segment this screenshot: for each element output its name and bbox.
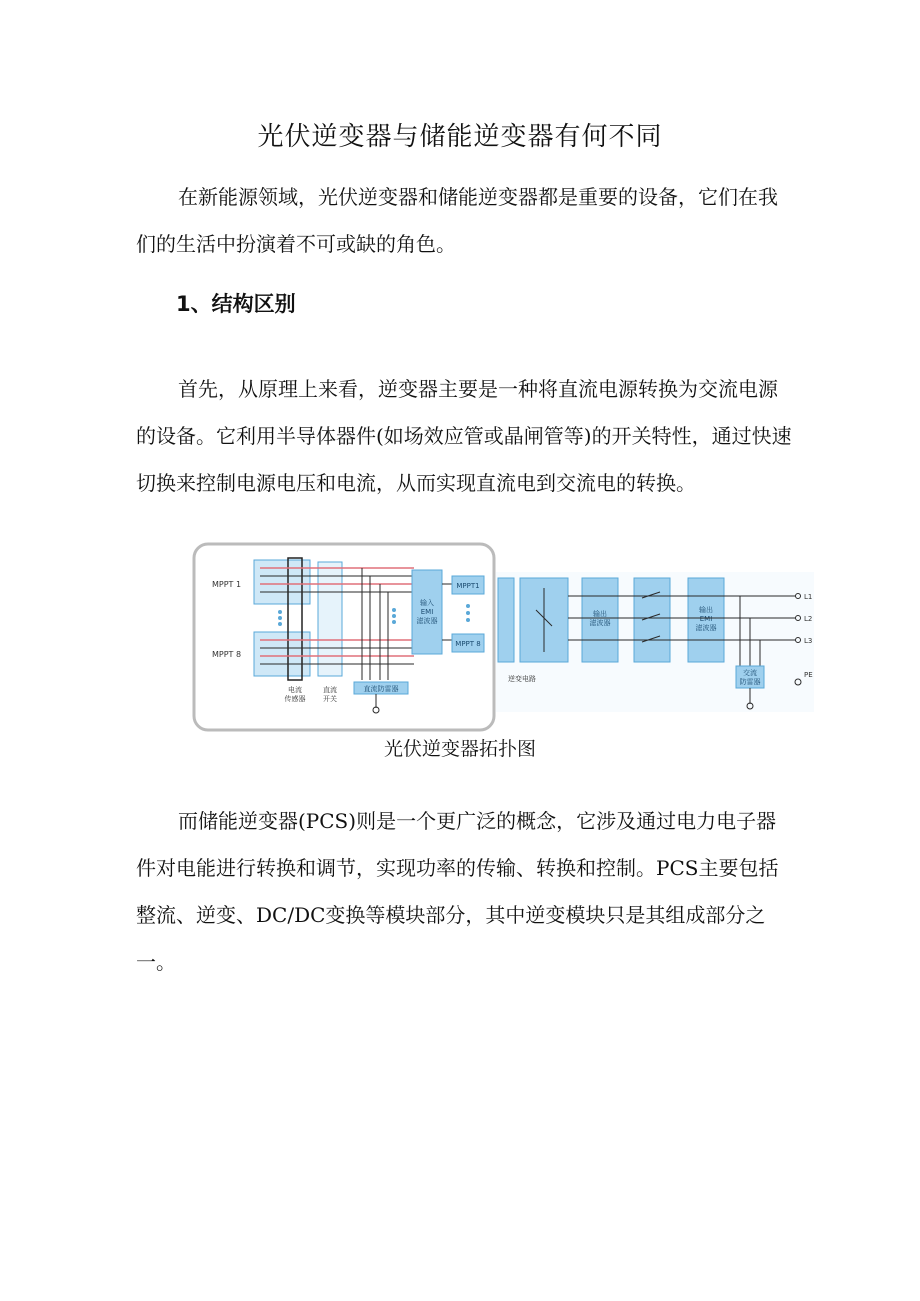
diagram-left-panel <box>194 544 494 730</box>
l1-label: L1 <box>804 593 813 601</box>
pcs-paragraph: 而储能逆变器(PCS)则是一个更广泛的概念，它涉及通过电力电子器件对电能进行转换和调节，实现功率的传输、转换和控制。PCS主要包括整流、逆变、DC/DC变换等模块部分，其中逆变模块只是其组成部分之一。 <box>136 809 779 974</box>
l2-label: L2 <box>804 615 813 623</box>
page-title: 光伏逆变器与储能逆变器有何不同 <box>257 122 663 152</box>
dc-switch-box <box>318 562 342 676</box>
mppt1-label: MPPT 1 <box>212 580 242 589</box>
svg-text:EMI: EMI <box>699 615 713 623</box>
dc-switch-label: 直流 <box>323 686 337 694</box>
svg-text:EMI: EMI <box>420 608 434 616</box>
svg-text:滤波器: 滤波器 <box>416 617 438 625</box>
svg-text:传感器: 传感器 <box>284 695 306 703</box>
mppt8-box-label: MPPT 8 <box>455 640 481 648</box>
svg-text:开关: 开关 <box>323 695 337 703</box>
intro-paragraph: 在新能源领域，光伏逆变器和储能逆变器都是重要的设备，它们在我们的生活中扮演着不可或缺的角色。 <box>136 185 778 256</box>
dc-spd-label: 直流防雷器 <box>363 685 399 693</box>
svg-text:滤波器: 滤波器 <box>589 619 611 627</box>
pe-label: PE <box>804 671 813 679</box>
inverter-circuit-label: 逆变电路 <box>508 675 536 683</box>
svg-text:滤波器: 滤波器 <box>695 624 717 632</box>
pv-inverter-topology-diagram <box>190 540 835 738</box>
svg-text:输出: 输出 <box>593 610 607 618</box>
relay-box <box>634 578 670 662</box>
svg-text:防雷器: 防雷器 <box>739 678 761 686</box>
svg-text:输出: 输出 <box>699 606 713 614</box>
mppt1-box-label: MPPT1 <box>456 582 480 590</box>
svg-text:交流: 交流 <box>743 669 757 677</box>
current-sensor-label: 电流 <box>288 686 302 694</box>
section-heading-structure: 1、结构区别 <box>176 292 296 316</box>
l3-label: L3 <box>804 637 813 645</box>
figure-caption: 光伏逆变器拓扑图 <box>383 738 536 760</box>
svg-text:输入: 输入 <box>420 599 434 607</box>
principle-paragraph: 首先，从原理上来看，逆变器主要是一种将直流电源转换为交流电源的设备。它利用半导体器件(如场效应管或晶闸管等)的开关特性，通过快速切换来控制电源电压和电流，从而实现直流电到交流电的转换。 <box>136 377 792 495</box>
mpptn-label: MPPT 8 <box>212 650 242 659</box>
